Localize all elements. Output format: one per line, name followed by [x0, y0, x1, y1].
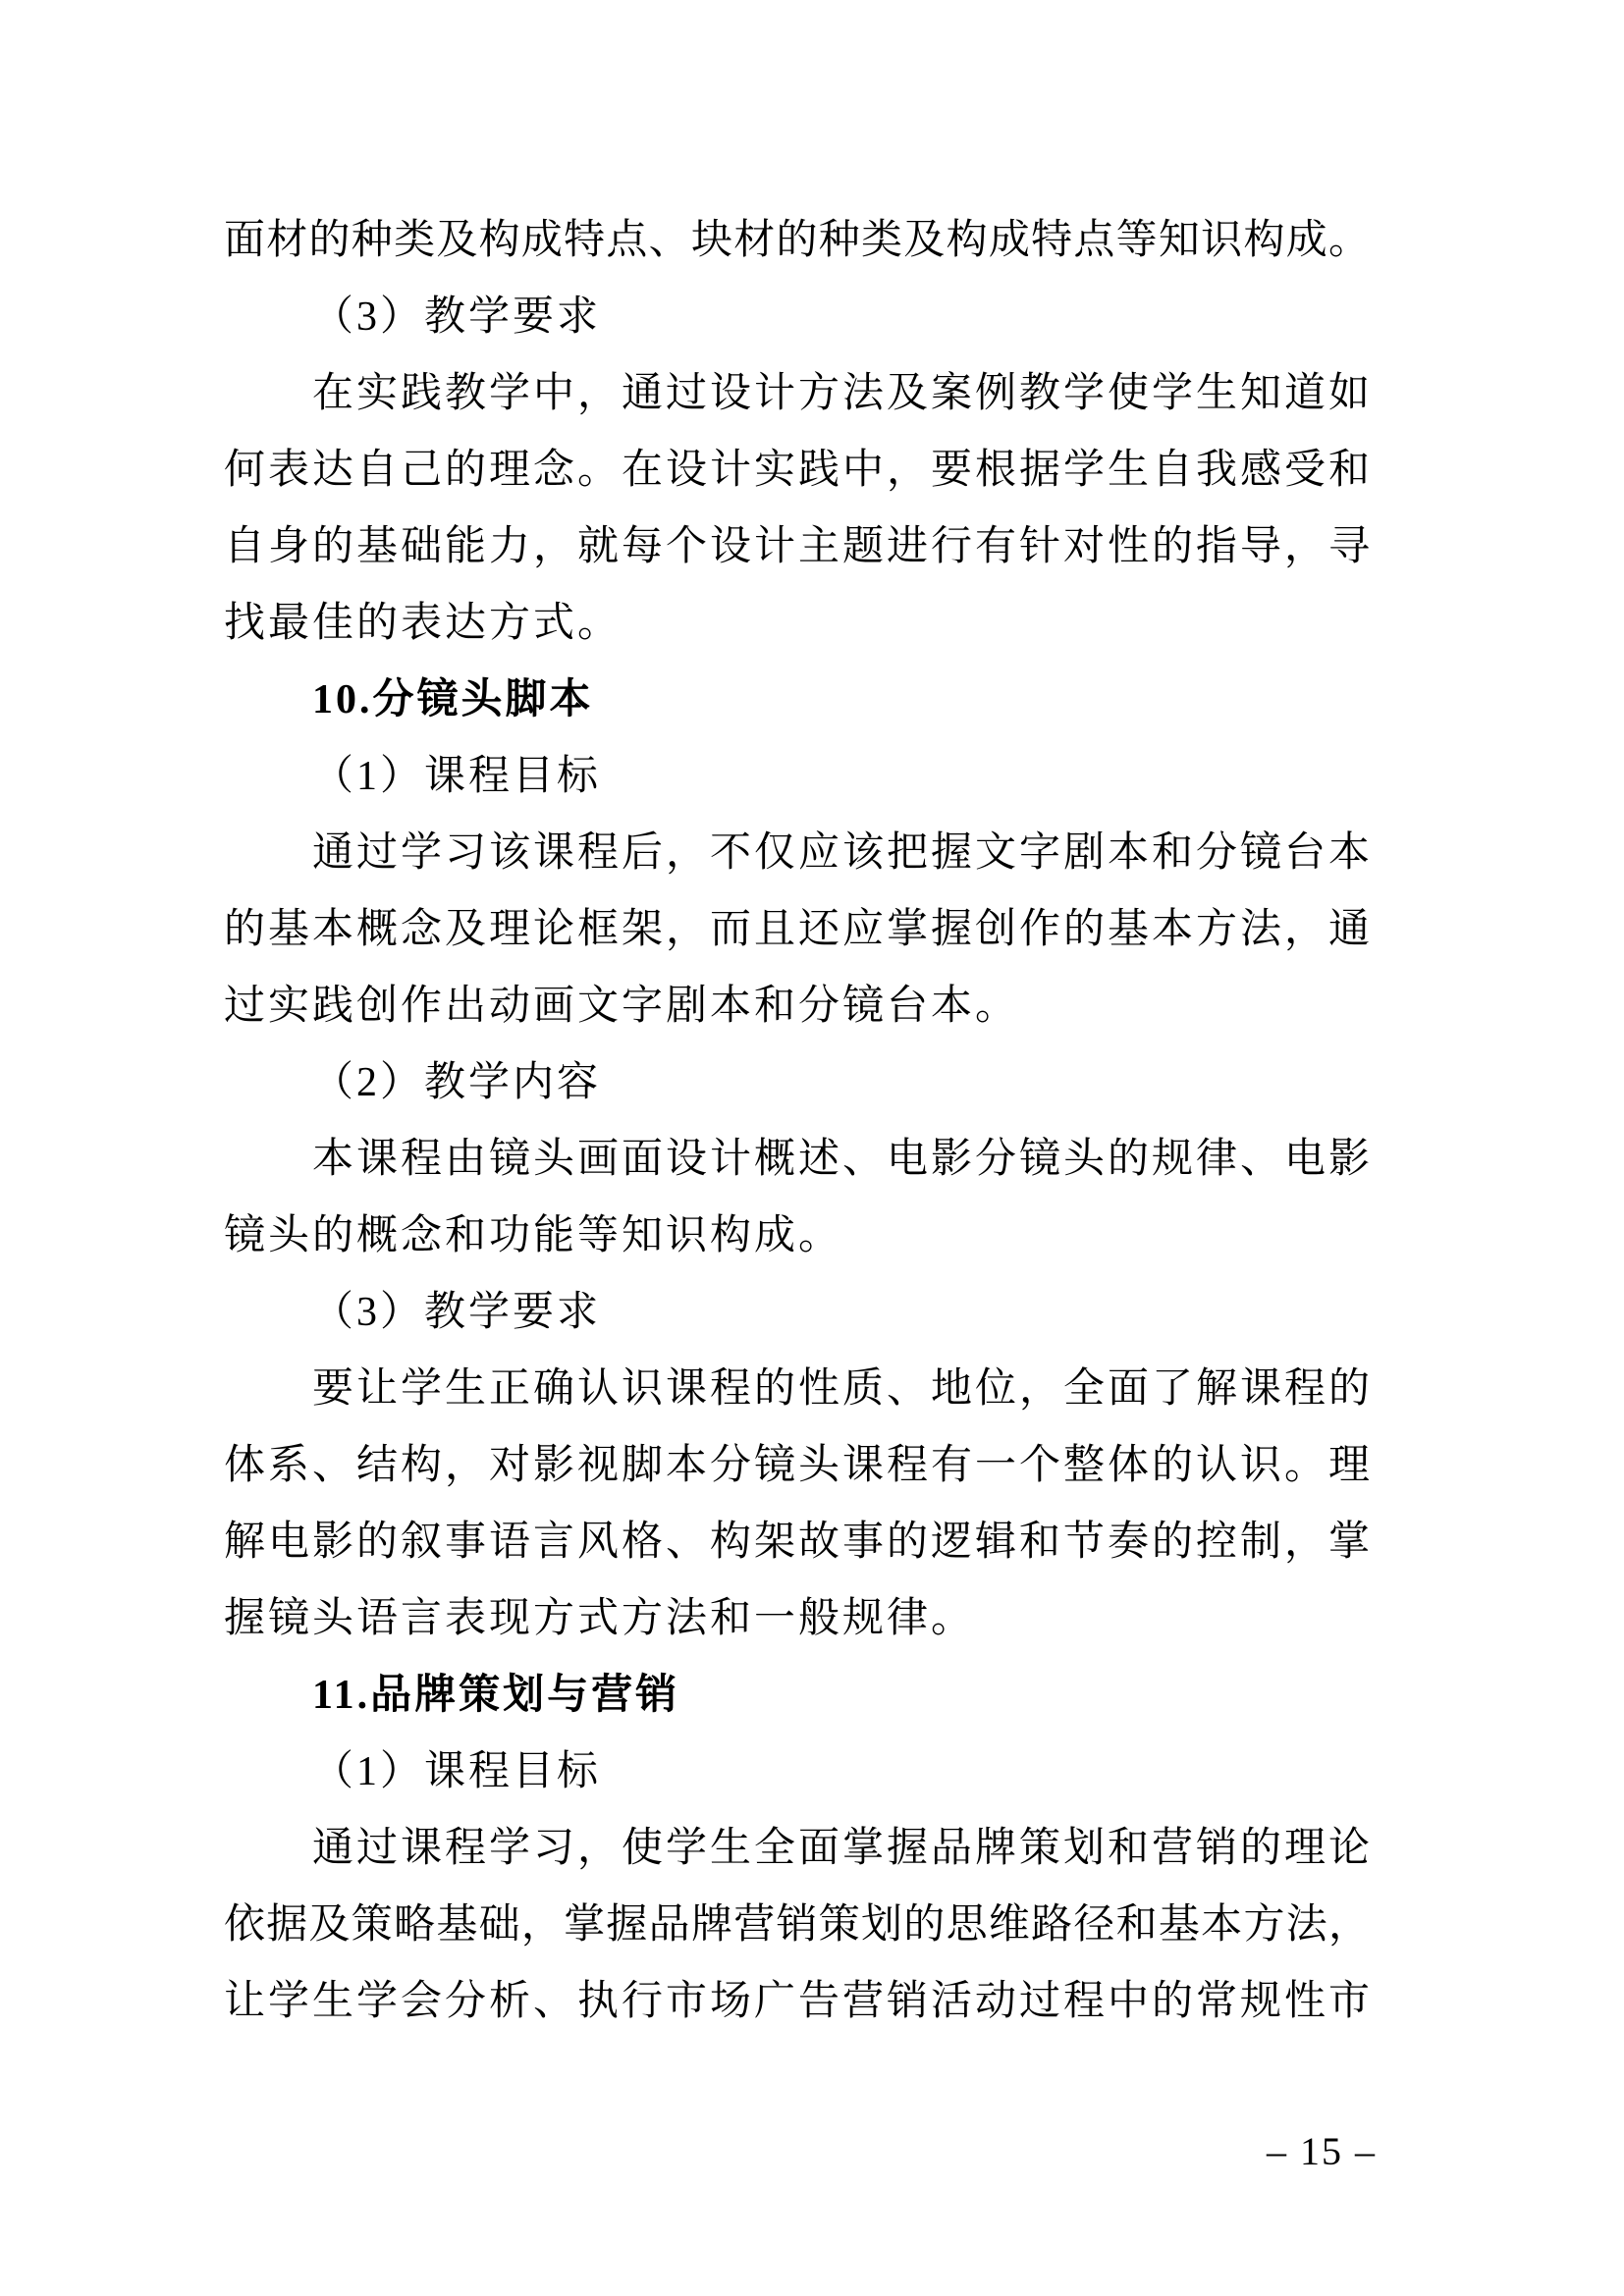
body-line: 握镜头语言表现方式方法和一般规律。: [224, 1596, 976, 1641]
subsection-label: （1）课程目标: [312, 1749, 602, 1794]
body-line: 要让学生正确认识课程的性质、地位，全面了解课程的: [312, 1366, 1370, 1412]
body-line: 通过课程学习，使学生全面掌握品牌策划和营销的理论: [312, 1826, 1370, 1871]
subsection-label: （1）课程目标: [312, 754, 602, 799]
document-body: [224, 202, 1370, 2040]
body-line: 在实践教学中，通过设计方法及案例教学使学生知道如: [312, 371, 1370, 416]
subsection-label: （3）教学要求: [312, 1290, 602, 1335]
body-line: 面材的种类及构成特点、块材的种类及构成特点等知识构成。: [224, 218, 1370, 263]
section-heading: 11.品牌策划与营销: [312, 1673, 680, 1718]
body-line: 自身的基础能力，就每个设计主题进行有针对性的指导，寻: [224, 524, 1370, 569]
body-line: 镜头的概念和功能等知识构成。: [224, 1213, 843, 1258]
body-line: 何表达自己的理念。在设计实践中，要根据学生自我感受和: [224, 448, 1370, 493]
subsection-label: （3）教学要求: [312, 294, 602, 340]
body-line: 通过学习该课程后，不仅应该把握文字剧本和分镜台本: [312, 830, 1370, 876]
page-number: – 15 –: [1267, 2129, 1377, 2173]
body-line: 的基本概念及理论框架，而且还应掌握创作的基本方法，通: [224, 907, 1370, 952]
section-heading: 10.分镜头脚本: [312, 677, 594, 722]
body-line: 解电影的叙事语言风格、构架故事的逻辑和节奏的控制，掌: [224, 1520, 1370, 1565]
subsection-label: （2）教学内容: [312, 1060, 602, 1105]
body-line: 本课程由镜头画面设计概述、电影分镜头的规律、电影: [312, 1137, 1370, 1182]
body-line: 让学生学会分析、执行市场广告营销活动过程中的常规性市: [224, 1979, 1370, 2024]
body-line: 找最佳的表达方式。: [224, 601, 623, 646]
body-line: 体系、结构，对影视脚本分镜头课程有一个整体的认识。理: [224, 1443, 1370, 1488]
body-line: 过实践创作出动画文字剧本和分镜台本。: [224, 984, 1020, 1029]
body-line: 依据及策略基础，掌握品牌营销策划的思维路径和基本方法，: [224, 1902, 1370, 1948]
